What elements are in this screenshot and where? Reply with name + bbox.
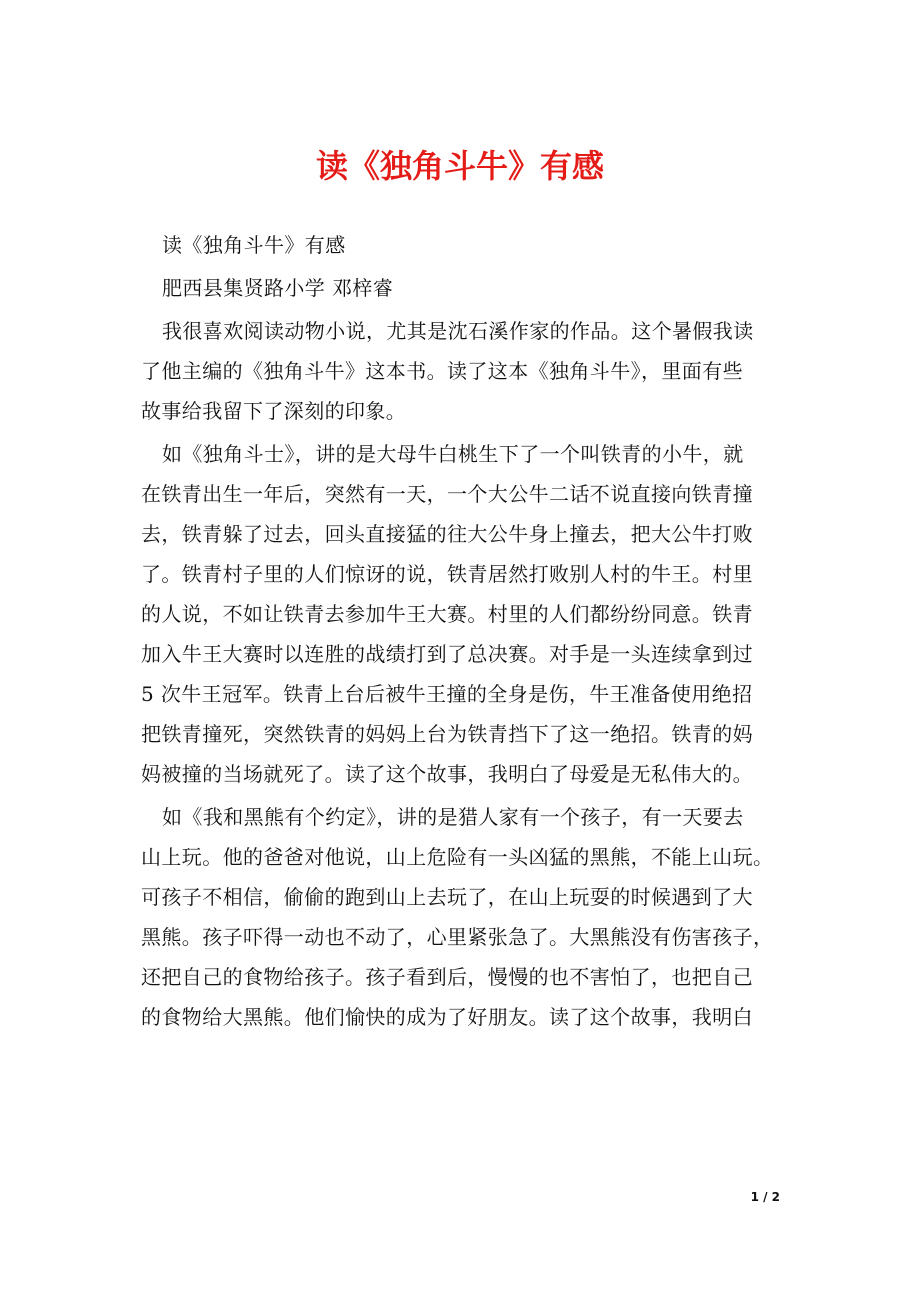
- paragraph-line: 如《独角斗士》，讲的是大母牛白桃生下了一个叫铁青的小牛，就: [162, 442, 744, 466]
- paragraph-line: 去，铁青躲了过去，回头直接猛的往大公牛身上撞去，把大公牛打败: [141, 522, 753, 546]
- paragraph-line: 的食物给大黑熊。他们愉快的成为了好朋友。读了这个故事，我明白: [141, 1005, 753, 1029]
- page-number: 1 / 2: [750, 1190, 780, 1204]
- paragraph-line: 妈被撞的当场就死了。读了这个故事，我明白了母爱是无私伟大的。: [141, 762, 753, 786]
- paragraph-line: 加入牛王大赛时以连胜的战绩打到了总决赛。对手是一头连续拿到过: [141, 642, 753, 666]
- paragraph-line: 的人说，不如让铁青去参加牛王大赛。村里的人们都纷纷同意。铁青: [141, 602, 753, 626]
- paragraph-line: 山上玩。他的爸爸对他说，山上危险有一头凶猛的黑熊，不能上山玩。: [141, 845, 774, 869]
- paragraph-line: 5 次牛王冠军。铁青上台后被牛王撞的全身是伤，牛王准备使用绝招: [141, 682, 753, 706]
- paragraph-line: 把铁青撞死，突然铁青的妈妈上台为铁青挡下了这一绝招。铁青的妈: [141, 722, 753, 746]
- paragraph-line: 还把自己的食物给孩子。孩子看到后，慢慢的也不害怕了，也把自己: [141, 965, 753, 989]
- document-title: 读《独角斗牛》有感: [315, 147, 604, 185]
- paragraph-line: 我很喜欢阅读动物小说，尤其是沈石溪作家的作品。这个暑假我读: [162, 319, 754, 343]
- paragraph-2: [141, 434, 781, 794]
- paragraph-line: 在铁青出生一年后，突然有一天，一个大公牛二话不说直接向铁青撞: [141, 482, 753, 506]
- paragraph-line: 了他主编的《独角斗牛》这本书。读了这本《独角斗牛》，里面有些: [141, 359, 743, 383]
- paragraph-line: 故事给我留下了深刻的印象。: [141, 399, 407, 423]
- paragraph-line: 黑熊。孩子吓得一动也不动了，心里紧张急了。大黑熊没有伤害孩子，: [141, 925, 774, 949]
- subtitle-line: 读《独角斗牛》有感: [162, 233, 346, 257]
- author-line: 肥西县集贤路小学 邓梓睿: [162, 276, 394, 300]
- paragraph-line: 可孩子不相信，偷偷的跑到山上去玩了，在山上玩耍的时候遇到了大: [141, 885, 753, 909]
- paragraph-1: [141, 311, 781, 431]
- paragraph-3: [141, 797, 781, 1037]
- paragraph-line: 如《我和黑熊有个约定》，讲的是猎人家有一个孩子，有一天要去: [162, 805, 744, 829]
- document-body: [141, 225, 781, 1040]
- paragraph-line: 了。铁青村子里的人们惊讶的说，铁青居然打败别人村的牛王。村里: [141, 562, 753, 586]
